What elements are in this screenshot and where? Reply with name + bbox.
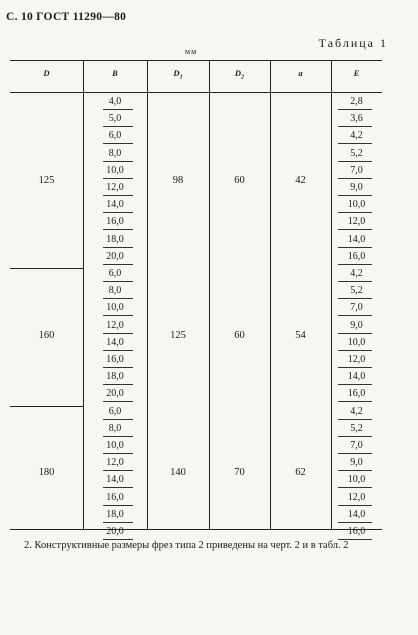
b-underline bbox=[103, 143, 133, 144]
b-underline bbox=[103, 522, 133, 523]
cell-e: 12,0 bbox=[347, 354, 366, 365]
cell-e: 5,2 bbox=[350, 422, 363, 434]
e-underline bbox=[338, 178, 372, 179]
b-underline bbox=[103, 298, 133, 299]
cell-e: 4,2 bbox=[350, 130, 363, 142]
cell-a: 54 bbox=[295, 329, 306, 341]
cell-b: 14,0 bbox=[106, 336, 124, 348]
e-underline bbox=[338, 436, 372, 437]
cell-b: 20,0 bbox=[106, 526, 124, 537]
cell-b: 8,0 bbox=[108, 147, 122, 159]
cell-b: 18,0 bbox=[106, 508, 124, 520]
dimensions-table bbox=[10, 60, 382, 537]
e-underline bbox=[338, 453, 372, 454]
cell-e: 14,0 bbox=[347, 371, 366, 383]
b-underline bbox=[103, 505, 133, 506]
cell-b: 4,0 bbox=[108, 96, 122, 107]
cell-b: 6,0 bbox=[108, 130, 122, 142]
e-underline bbox=[338, 401, 372, 402]
column-header-a: a bbox=[298, 68, 303, 78]
cell-d: 160 bbox=[38, 329, 55, 341]
b-underline bbox=[103, 247, 133, 248]
cell-e: 7,0 bbox=[350, 302, 363, 314]
e-underline bbox=[338, 333, 372, 334]
column-header-d2: $D_2$ bbox=[234, 68, 245, 81]
column-header-b: B bbox=[112, 68, 118, 78]
cell-b: 10,0 bbox=[106, 164, 124, 176]
cell-e: 4,2 bbox=[350, 268, 363, 279]
cell-e: 5,2 bbox=[350, 285, 363, 297]
cell-e: 12,0 bbox=[347, 216, 366, 228]
cell-b: 8,0 bbox=[108, 422, 122, 434]
cell-b: 10,0 bbox=[106, 440, 124, 451]
column-divider bbox=[209, 60, 210, 530]
e-underline bbox=[338, 384, 372, 385]
table-bottom-border bbox=[10, 529, 382, 530]
page-header bbox=[0, 0, 418, 60]
e-underline bbox=[338, 350, 372, 351]
b-underline bbox=[103, 212, 133, 213]
cell-e: 3,6 bbox=[350, 113, 363, 125]
cell-b: 16,0 bbox=[106, 216, 124, 228]
e-underline bbox=[338, 505, 372, 506]
e-underline bbox=[338, 143, 372, 144]
cell-e: 10,0 bbox=[347, 336, 366, 348]
column-header-d1: $D_1$ bbox=[173, 68, 183, 81]
cell-e: 9,0 bbox=[350, 182, 363, 193]
e-underline bbox=[338, 229, 372, 230]
b-underline bbox=[103, 264, 133, 265]
cell-e: 10,0 bbox=[347, 474, 366, 486]
table-header-border bbox=[10, 92, 382, 93]
cell-e: 16,0 bbox=[347, 388, 366, 400]
cell-d2: 60 bbox=[234, 329, 245, 341]
b-underline bbox=[103, 401, 133, 402]
cell-b: 16,0 bbox=[106, 491, 124, 503]
b-underline bbox=[103, 470, 133, 471]
table-top-border bbox=[10, 60, 382, 61]
column-header-d: D bbox=[43, 68, 50, 78]
cell-b: 5,0 bbox=[108, 113, 122, 125]
cell-a: 42 bbox=[295, 175, 306, 186]
b-underline bbox=[103, 333, 133, 334]
column-header-e: E bbox=[353, 68, 360, 78]
e-underline bbox=[338, 109, 372, 110]
b-underline bbox=[103, 487, 133, 488]
e-underline bbox=[338, 126, 372, 127]
cell-d1: 98 bbox=[172, 175, 184, 186]
cell-e: 7,0 bbox=[350, 164, 363, 176]
e-underline bbox=[338, 161, 372, 162]
e-underline bbox=[338, 195, 372, 196]
cell-d1: 125 bbox=[170, 329, 186, 341]
e-underline bbox=[338, 522, 372, 523]
b-underline bbox=[103, 384, 133, 385]
cell-b: 18,0 bbox=[106, 233, 124, 245]
e-underline bbox=[338, 419, 372, 420]
column-divider bbox=[147, 60, 148, 530]
e-underline bbox=[338, 281, 372, 282]
cell-d2: 60 bbox=[234, 175, 245, 186]
cell-e: 7,0 bbox=[350, 440, 363, 451]
b-underline bbox=[103, 436, 133, 437]
cell-b: 12,0 bbox=[106, 182, 124, 193]
e-underline bbox=[338, 470, 372, 471]
table-caption: Таблица 1 bbox=[318, 36, 388, 50]
b-underline bbox=[103, 453, 133, 454]
b-underline bbox=[103, 367, 133, 368]
e-underline bbox=[338, 264, 372, 265]
cell-e: 4,2 bbox=[350, 405, 363, 417]
cell-e: 12,0 bbox=[347, 491, 366, 503]
e-underline bbox=[338, 487, 372, 488]
e-underline bbox=[338, 212, 372, 213]
cell-e: 14,0 bbox=[347, 508, 366, 520]
cell-e: 10,0 bbox=[347, 199, 366, 211]
e-underline bbox=[338, 247, 372, 248]
b-underline bbox=[103, 195, 133, 196]
e-underline bbox=[338, 367, 372, 368]
cell-e: 9,0 bbox=[350, 457, 363, 469]
cell-d: 125 bbox=[38, 175, 55, 186]
column-divider bbox=[270, 60, 271, 530]
cell-b: 6,0 bbox=[108, 405, 122, 417]
group-separator bbox=[10, 268, 83, 269]
cell-e: 5,2 bbox=[350, 147, 363, 159]
cell-d: 180 bbox=[38, 467, 55, 479]
cell-b: 14,0 bbox=[106, 474, 124, 486]
b-underline bbox=[103, 281, 133, 282]
cell-b: 14,0 bbox=[106, 199, 124, 211]
footnote: 2. Конструктивные размеры фрез типа 2 приведены на черт. 2 и в табл. 2 bbox=[24, 540, 349, 551]
cell-b: 20,0 bbox=[106, 250, 124, 262]
cell-b: 12,0 bbox=[106, 319, 124, 331]
b-underline bbox=[103, 315, 133, 316]
b-underline bbox=[103, 161, 133, 162]
cell-b: 18,0 bbox=[106, 371, 124, 383]
cell-b: 6,0 bbox=[108, 268, 122, 279]
cell-b: 20,0 bbox=[106, 388, 124, 400]
cell-e: 9,0 bbox=[350, 319, 363, 331]
units-label: мм bbox=[185, 47, 198, 56]
cell-b: 12,0 bbox=[106, 457, 124, 469]
cell-e: 2,8 bbox=[350, 96, 363, 107]
group-separator bbox=[10, 406, 83, 407]
b-underline bbox=[103, 126, 133, 127]
e-underline bbox=[338, 315, 372, 316]
cell-d1: 140 bbox=[170, 467, 186, 479]
b-underline bbox=[103, 109, 133, 110]
cell-d2: 70 bbox=[234, 467, 245, 479]
e-underline bbox=[338, 298, 372, 299]
cell-e: 14,0 bbox=[347, 233, 366, 245]
cell-b: 16,0 bbox=[106, 354, 124, 365]
cell-e: 16,0 bbox=[347, 250, 366, 262]
b-underline bbox=[103, 229, 133, 230]
cell-a: 62 bbox=[295, 467, 306, 479]
b-underline bbox=[103, 350, 133, 351]
cell-b: 8,0 bbox=[108, 285, 122, 297]
b-underline bbox=[103, 419, 133, 420]
cell-e: 16,0 bbox=[347, 526, 366, 537]
cell-b: 10,0 bbox=[106, 302, 124, 314]
b-underline bbox=[103, 178, 133, 179]
page-reference: С. 10 ГОСТ 11290—80 bbox=[6, 11, 127, 23]
